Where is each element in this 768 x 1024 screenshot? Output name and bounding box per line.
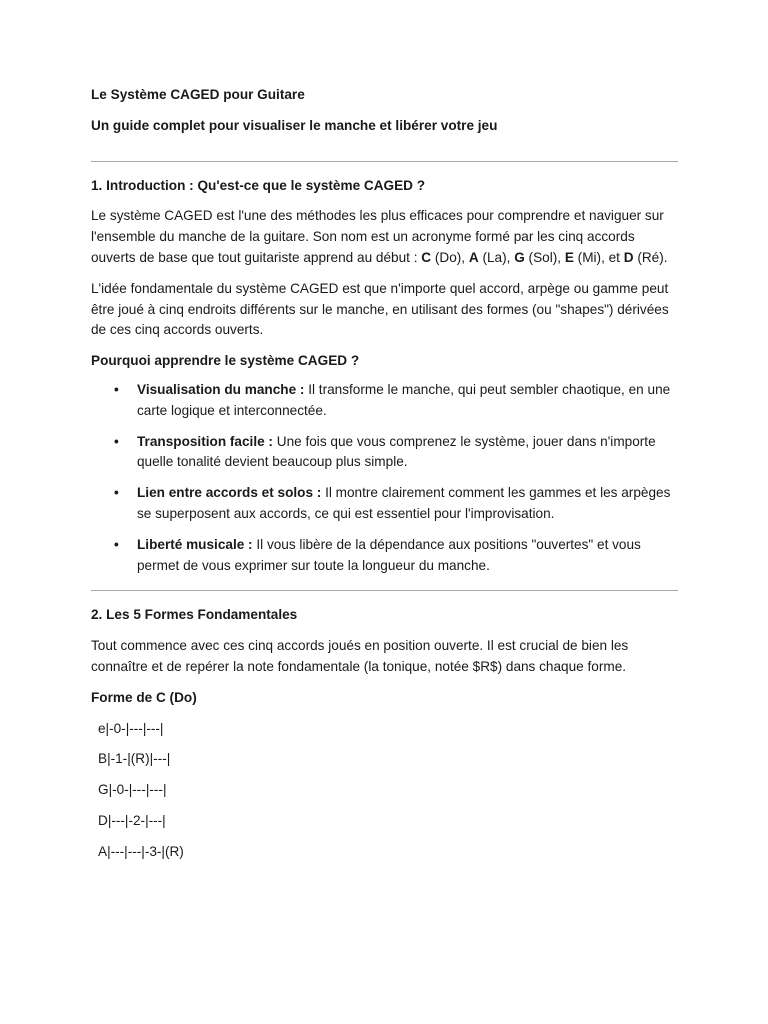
list-item-title: Visualisation du manche : <box>137 381 305 397</box>
chord-e-name: (Mi), et <box>573 249 624 265</box>
idea-paragraph: L'idée fondamentale du système CAGED est que n'importe quel accord, arpège ou gamme peut être joué à cinq endroits différents sur le manche, en utilisant des formes (ou "shapes") dérivées de ces cinq accords ouverts. <box>91 280 669 338</box>
list-item-title: Transposition facile : <box>137 433 273 449</box>
list-item <box>114 535 678 577</box>
benefits-list <box>91 380 678 576</box>
bullet-icon: • <box>114 485 119 501</box>
document-title: Le Système CAGED pour Guitare <box>91 87 305 102</box>
tab-line-b: B|-1-|(R)|---| <box>98 751 171 767</box>
tab-line-e: e|-0-|---|---| <box>98 720 164 736</box>
chord-e: E <box>564 249 574 265</box>
divider <box>91 590 678 591</box>
list-item-title: Liberté musicale : <box>137 536 253 552</box>
chord-d: D <box>623 249 634 265</box>
list-item <box>114 483 678 525</box>
chord-a-name: (La), <box>478 249 515 265</box>
why-label: Pourquoi apprendre le système CAGED ? <box>91 353 360 369</box>
list-item <box>114 380 678 422</box>
tab-line-a: A|---|---|-3-|(R) <box>98 843 184 859</box>
list-item-text: Il vous libère de la dépendance aux positions "ouvertes" et vous permet de vous exprimer sur toute la longueur du manche. <box>137 536 641 573</box>
c-form-label: Forme de C (Do) <box>91 689 197 705</box>
list-item-text: Il montre clairement comment les gammes et les arpèges se superposent aux accords, ce qui est essentiel pour l'improvisation. <box>137 485 671 521</box>
list-item <box>114 432 678 474</box>
list-item-text: Une fois que vous comprenez le système, jouer dans n'importe quelle tonalité devient beaucoup plus simple. <box>137 433 656 470</box>
list-item-title: Lien entre accords et solos : <box>137 485 322 501</box>
list-item-text: Il transforme le manche, qui peut sembler chaotique, en une carte logique et interconnectée. <box>137 381 671 418</box>
forms-paragraph: Tout commence avec ces cinq accords joués en position ouverte. Il est crucial de bien les connaître et de repérer la note fondamentale (la tonique, notée $R$) dans chaque forme. <box>91 638 629 674</box>
bullet-icon: • <box>114 433 119 449</box>
document-subtitle: Un guide complet pour visualiser le manche et libérer votre jeu <box>91 117 498 133</box>
tab-line-g: G|-0-|---|---| <box>98 782 167 798</box>
intro-paragraph <box>91 206 678 268</box>
section-heading-introduction: 1. Introduction : Qu'est-ce que le système CAGED ? <box>91 177 426 193</box>
chord-c: C <box>421 249 432 265</box>
tab-line-d: D|---|-2-|---| <box>98 812 166 828</box>
bullet-icon: • <box>114 381 119 397</box>
chord-g: G <box>514 249 525 265</box>
divider <box>91 161 678 162</box>
c-form-tablature <box>98 719 678 863</box>
section-heading-forms: 2. Les 5 Formes Fondamentales <box>91 607 298 623</box>
chord-c-name: (Do), <box>431 249 469 265</box>
chord-d-name: (Ré). <box>633 249 668 265</box>
intro-text: Le système CAGED est l'une des méthodes les plus efficaces pour comprendre et naviguer sur l'ensemble du manche de la guitare. Son nom est un acronyme formé par les cinq accords ouverts de base que tout guitariste apprend au début : <box>91 208 664 265</box>
chord-a: A <box>468 249 479 265</box>
bullet-icon: • <box>114 536 119 552</box>
chord-g-name: (Sol), <box>524 249 565 265</box>
